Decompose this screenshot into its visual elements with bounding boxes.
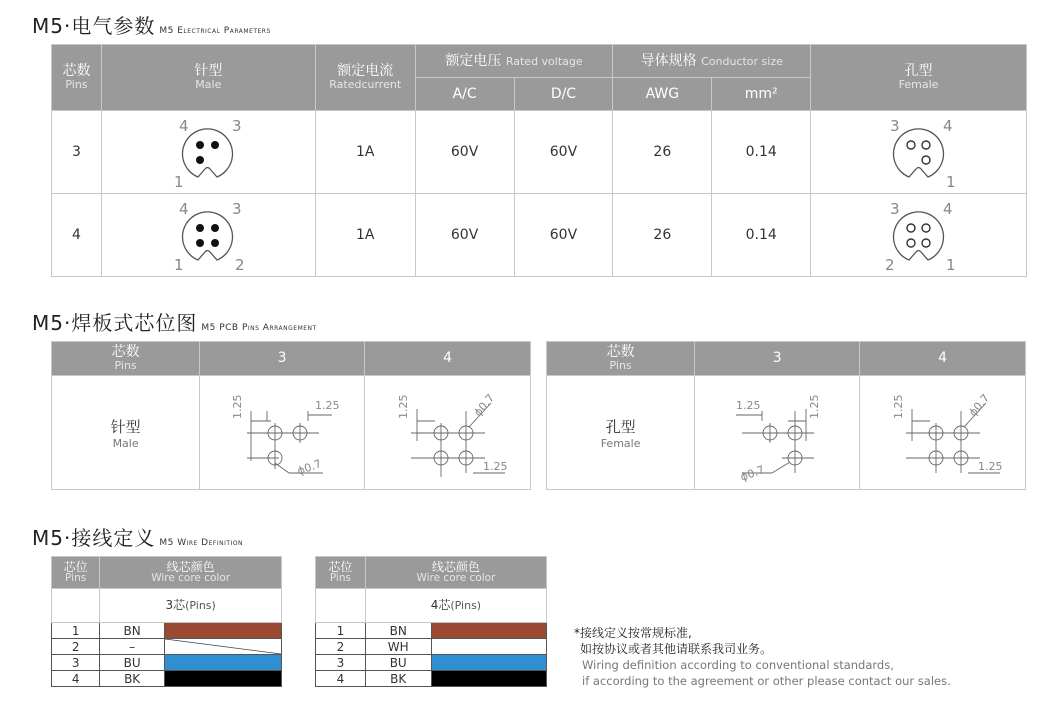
cell-ac: 60V — [415, 194, 514, 277]
header-3: 3 — [200, 342, 365, 376]
pin-label: 3 — [889, 117, 900, 135]
pin-label: 4 — [179, 117, 189, 135]
section-subtitle: M5 PCB Pins Arrangement — [201, 323, 317, 333]
header-pin-position: 芯位 Pins — [316, 557, 366, 589]
cell-dc: 60V — [514, 111, 613, 194]
color-code: WH — [365, 639, 431, 655]
dim-label: 1.25 — [396, 394, 410, 419]
cell-female-drawing — [811, 111, 1027, 194]
table-row — [316, 655, 547, 671]
color-swatch — [164, 655, 281, 671]
pin-label: 1 — [174, 256, 184, 273]
section-title-text: M5·焊板式芯位图 — [32, 311, 198, 335]
color-swatch — [431, 655, 546, 671]
header-4: 4 — [860, 342, 1026, 376]
pcb-arrangement-table-female — [546, 341, 1026, 490]
color-code: BK — [365, 671, 431, 687]
pin-number: 3 — [316, 655, 366, 671]
cell-pins: 3 — [52, 111, 102, 194]
table-row — [316, 623, 547, 639]
dim-label: ϕ0.7 — [738, 462, 767, 484]
section-title-pcb — [32, 307, 317, 336]
pcb-male-3pin-diagram — [207, 381, 357, 485]
pin-number: 4 — [316, 671, 366, 687]
pcb-4pin-drawing — [860, 376, 1026, 490]
pin-label: 4 — [942, 117, 953, 135]
section-title-electrical — [32, 10, 271, 39]
color-swatch — [164, 671, 281, 687]
pin-number: 1 — [316, 623, 366, 639]
color-code: BU — [100, 655, 165, 671]
pcb-3pin-drawing — [695, 376, 860, 490]
section-subtitle: M5 Electrical Parameters — [159, 26, 271, 36]
cell-awg: 26 — [613, 111, 712, 194]
pcb-female-4pin-diagram — [868, 381, 1018, 485]
pcb-4pin-drawing — [365, 376, 531, 490]
cell-female-drawing — [811, 194, 1027, 277]
blank-cell — [316, 589, 366, 623]
header-4: 4 — [365, 342, 531, 376]
dim-label: 1.25 — [977, 459, 1003, 473]
color-swatch — [431, 639, 546, 655]
color-swatch — [431, 671, 546, 687]
table-row — [52, 671, 282, 687]
dim-label: 1.25 — [482, 459, 508, 473]
header-pins: 芯数 Pins — [547, 342, 695, 376]
wire-definition-table-4pin — [315, 556, 547, 687]
row-label-male: 针型 Male — [52, 376, 200, 490]
header-pins: 芯数 Pins — [52, 342, 200, 376]
pcb-arrangement-table-male — [51, 341, 531, 490]
female-4pin-diagram — [864, 197, 974, 273]
table-row — [316, 639, 547, 655]
pin-label: 1 — [945, 256, 956, 273]
header-wire-color: 线芯颜色 Wire core color — [100, 557, 282, 589]
dim-label: 1.25 — [891, 394, 905, 419]
color-code: BN — [365, 623, 431, 639]
wiring-note — [574, 625, 951, 689]
dim-label: 1.25 — [736, 398, 761, 412]
header-dc: D/C — [514, 78, 613, 111]
note-en-line1: Wiring definition according to conventional standards, — [582, 658, 894, 672]
header-conductor-size: 导体规格 Conductor size — [613, 45, 811, 78]
pin-number: 2 — [52, 639, 100, 655]
cell-mm2: 0.14 — [712, 194, 811, 277]
wire-definition-table-3pin — [51, 556, 282, 687]
pin-label: 1 — [174, 173, 184, 190]
header-ac: A/C — [415, 78, 514, 111]
table-row — [52, 639, 282, 655]
header-wire-color: 线芯颜色 Wire core color — [365, 557, 546, 589]
cell-ac: 60V — [415, 111, 514, 194]
pin-label: 2 — [884, 256, 895, 273]
section-title-text: M5·电气参数 — [32, 14, 156, 38]
pin-number: 2 — [316, 639, 366, 655]
dim-label: ϕ0.7 — [295, 456, 324, 478]
cell-male-drawing — [101, 194, 315, 277]
pin-number: 1 — [52, 623, 100, 639]
header-awg: AWG — [613, 78, 712, 111]
header-female: 孔型 Female — [811, 45, 1027, 111]
dim-label: ϕ0.7 — [965, 391, 992, 419]
dim-label: ϕ0.7 — [470, 391, 497, 419]
electrical-parameters-table — [51, 44, 1027, 277]
dim-label: 1.25 — [231, 394, 245, 419]
pcb-3pin-drawing — [200, 376, 365, 490]
row-label-female: 孔型 Female — [547, 376, 695, 490]
cell-current: 1A — [315, 111, 415, 194]
table-row — [316, 671, 547, 687]
section-title-text: M5·接线定义 — [32, 526, 156, 550]
pin-label: 1 — [945, 173, 956, 190]
pcb-female-table-wrap — [546, 341, 1026, 490]
pcb-male-4pin-diagram — [373, 381, 523, 485]
pin-label: 4 — [942, 200, 953, 218]
pin-number: 4 — [52, 671, 100, 687]
blank-cell — [52, 589, 100, 623]
pin-count: 4芯(Pins) — [365, 589, 546, 623]
cell-dc: 60V — [514, 194, 613, 277]
pcb-male-table-wrap — [51, 341, 531, 490]
dim-label: 1.25 — [315, 398, 340, 412]
cell-awg: 26 — [613, 194, 712, 277]
section-title-wire — [32, 522, 243, 551]
header-rated-voltage: 额定电压 Rated voltage — [415, 45, 613, 78]
cell-mm2: 0.14 — [712, 111, 811, 194]
color-swatch — [431, 623, 546, 639]
header-pin-position: 芯位 Pins — [52, 557, 100, 589]
pin-label: 4 — [179, 200, 189, 218]
cell-pins: 4 — [52, 194, 102, 277]
section-subtitle: M5 Wire Definition — [159, 538, 244, 548]
pin-count: 3芯(Pins) — [100, 589, 282, 623]
color-code: BN — [100, 623, 165, 639]
cell-male-drawing — [101, 111, 315, 194]
header-rated-current: 额定电流 Ratedcurrent — [315, 45, 415, 111]
header-3: 3 — [695, 342, 860, 376]
header-male: 针型 Male — [101, 45, 315, 111]
note-en-line2: if according to the agreement or other please contact our sales. — [582, 674, 951, 688]
pin-number: 3 — [52, 655, 100, 671]
male-4pin-diagram — [153, 197, 263, 273]
male-3pin-diagram — [153, 114, 263, 190]
cell-current: 1A — [315, 194, 415, 277]
table-row — [52, 623, 282, 639]
color-swatch — [164, 623, 281, 639]
pin-label: 3 — [232, 117, 242, 135]
note-cn-line1: *接线定义按常规标准, — [574, 626, 692, 640]
color-code: BU — [365, 655, 431, 671]
pin-label: 3 — [232, 200, 242, 218]
pin-label: 3 — [889, 200, 900, 218]
color-swatch-none — [164, 639, 281, 655]
dim-label: 1.25 — [808, 394, 822, 419]
note-cn-line2: 如按协议或者其他请联系我司业务。 — [580, 642, 773, 656]
table-row — [52, 655, 282, 671]
header-mm2: mm² — [712, 78, 811, 111]
table-row — [52, 194, 1027, 277]
table-row — [52, 111, 1027, 194]
pcb-female-3pin-diagram — [702, 381, 852, 485]
color-code: BK — [100, 671, 165, 687]
color-code: – — [100, 639, 165, 655]
female-3pin-diagram — [864, 114, 974, 190]
header-pins: 芯数 Pins — [52, 45, 102, 111]
pin-label: 2 — [235, 256, 245, 273]
